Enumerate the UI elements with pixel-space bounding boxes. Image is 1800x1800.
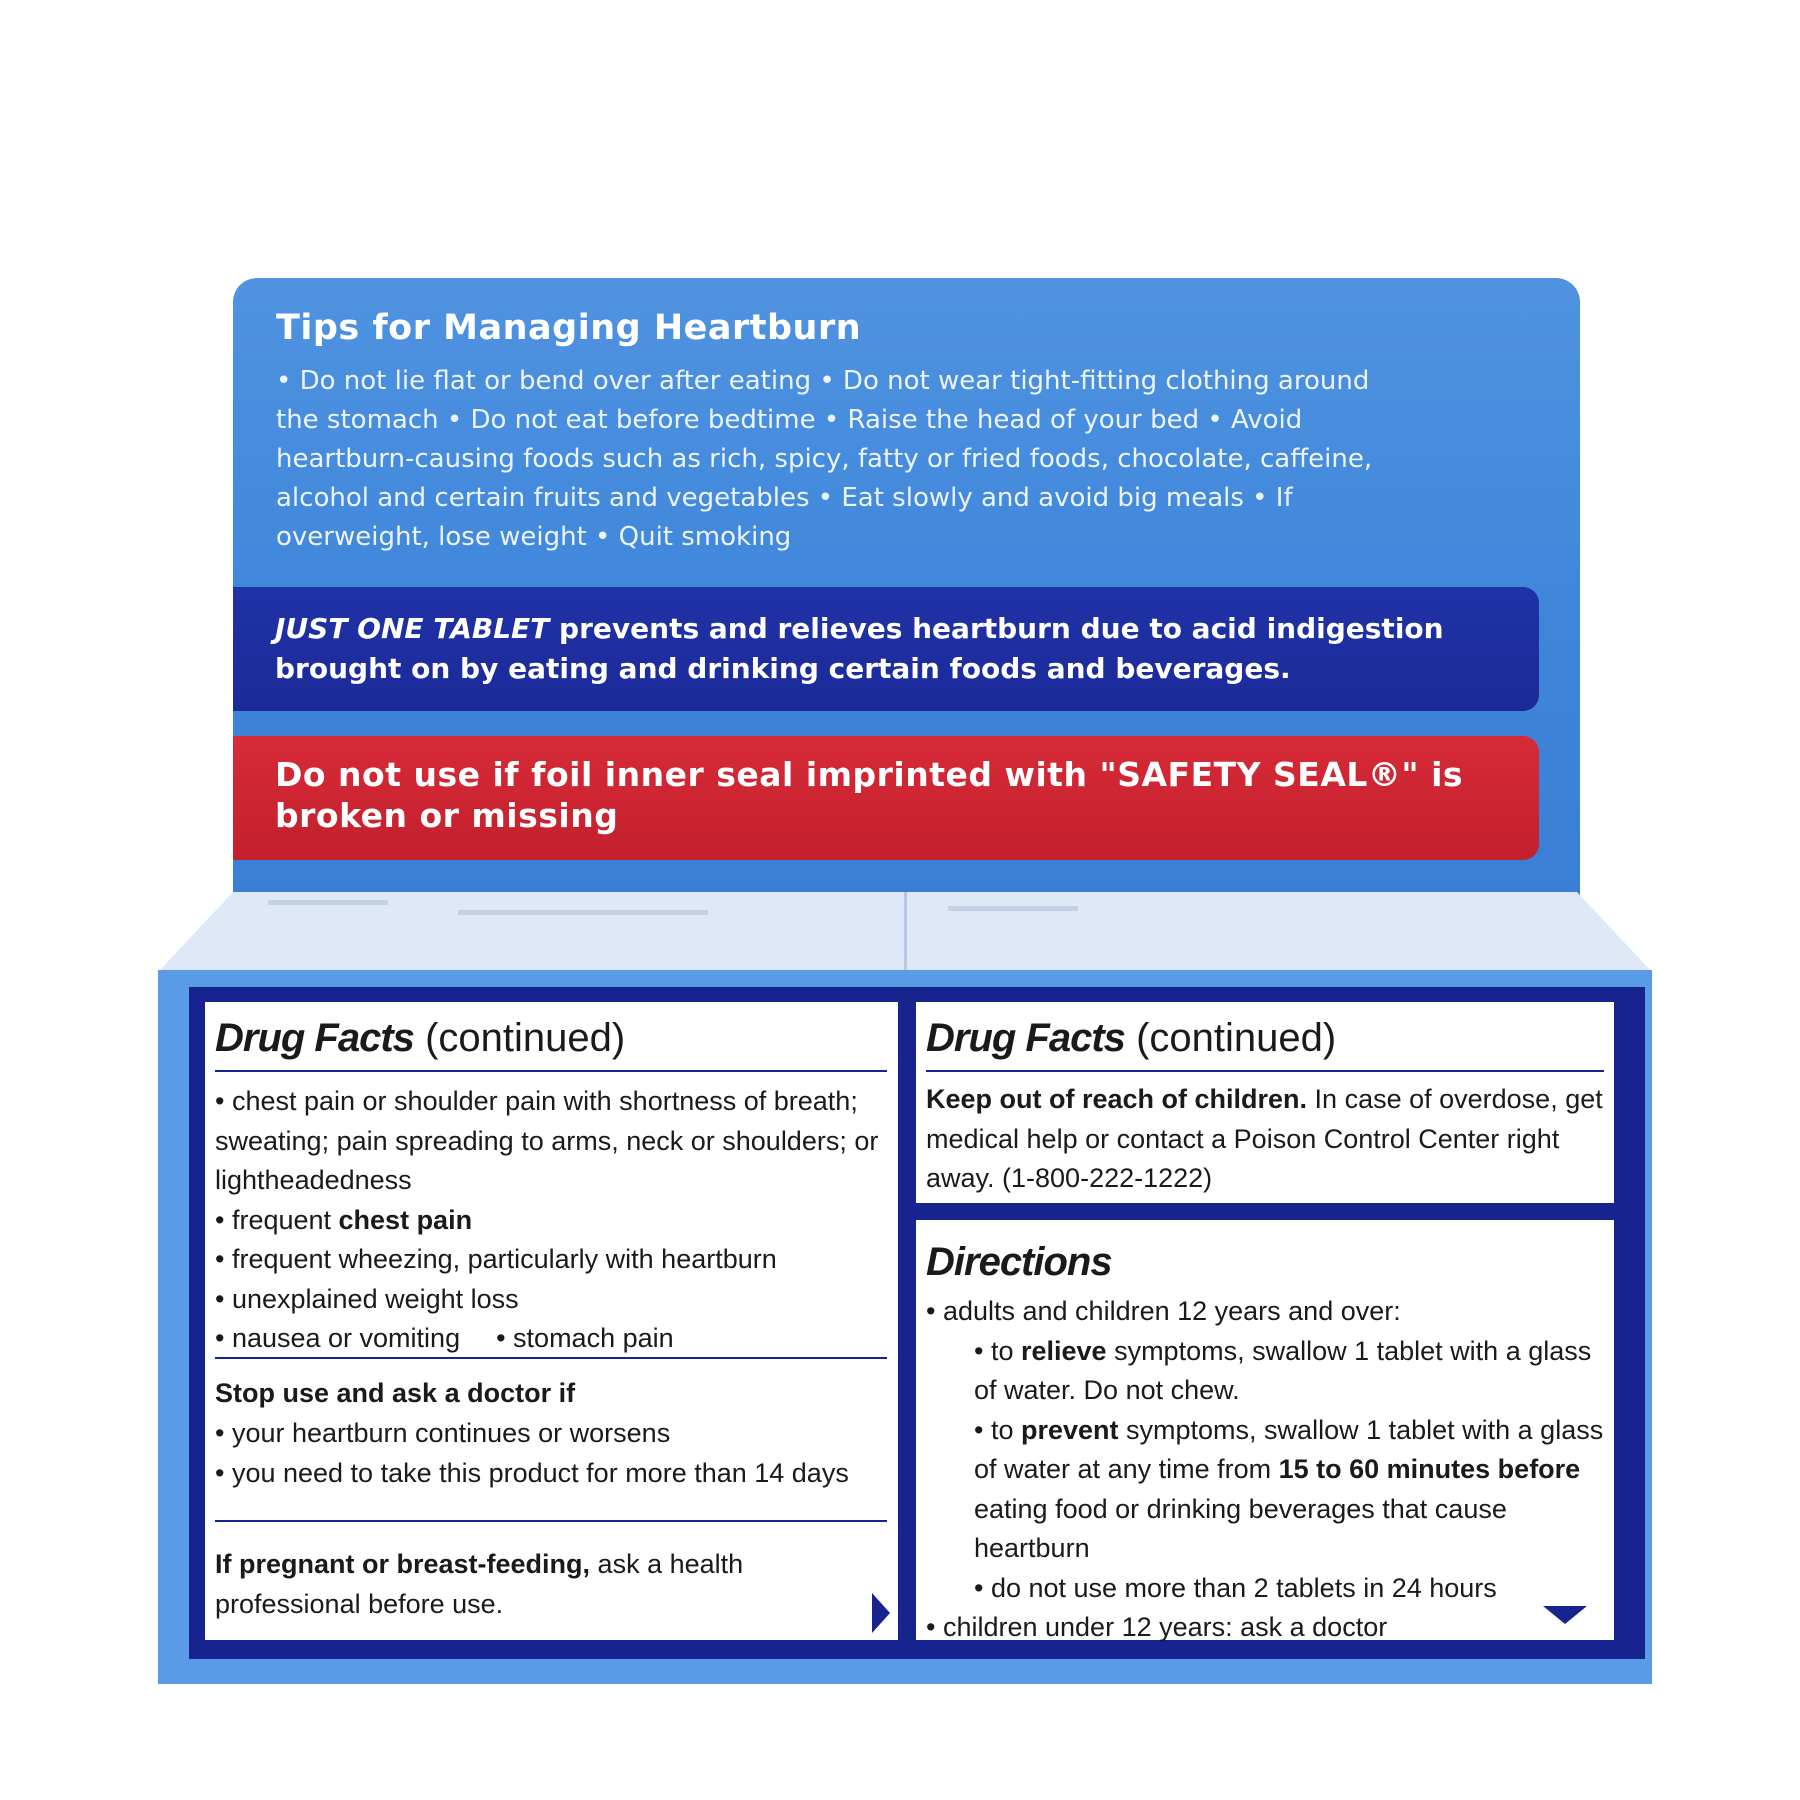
drug-facts-heading <box>926 1014 1336 1062</box>
prevent-prefix: • to <box>974 1414 1021 1445</box>
pregnant-text <box>215 1545 775 1624</box>
drug-facts-heading-bold: Drug Facts <box>215 1016 414 1060</box>
heading-rule <box>215 1070 887 1072</box>
warning-band <box>233 736 1539 860</box>
box-top-ghost-print <box>948 906 1078 911</box>
claim-band <box>233 587 1539 711</box>
relieve-prefix: • to <box>974 1335 1021 1366</box>
box-top-face <box>158 892 1652 972</box>
directions-prevent <box>926 1411 1604 1569</box>
box-top-ghost-print <box>458 910 708 915</box>
pregnant-bold: If pregnant or breast-feeding, <box>215 1549 591 1579</box>
continue-down-arrow-icon <box>1543 1606 1587 1624</box>
tips-text: • Do not lie flat or bend over after eating • Do not wear tight-fitting clothing around the stomach • Do not eat before bedtime • Raise the head of your bed • Avoid heartburn-causing foods such as rich, spicy, fatty or fried foods, chocolate, caffeine, alcohol and certain fruits and vegetables • Eat slowly and avoid big meals • If overweight, lose weight • Quit smoking <box>276 366 1373 552</box>
directions-children: • children under 12 years: ask a doctor <box>926 1612 1388 1642</box>
box-top-seam <box>904 892 907 972</box>
relieve-bold: relieve <box>1020 1335 1107 1366</box>
prevent-bold: prevent <box>1020 1414 1119 1445</box>
bullet-nausea: • nausea or vomiting <box>215 1323 461 1353</box>
drug-facts-right-top-panel <box>916 1002 1614 1203</box>
directions-text <box>926 1292 1604 1648</box>
bullet-frequent-chest-pain <box>215 1205 472 1235</box>
directions-heading: Directions <box>926 1240 1112 1284</box>
keep-out-of-reach-text <box>926 1080 1604 1199</box>
stop-use-heading: Stop use and ask a doctor if <box>215 1378 576 1408</box>
heading-rule <box>926 1070 1604 1072</box>
section-rule <box>215 1520 887 1522</box>
bullet-chest-pain-bold: chest pain <box>338 1204 473 1235</box>
directions-adults: • adults and children 12 years and over: <box>926 1296 1401 1326</box>
keep-out-rest: In case of overdose, get medical help or contact a Poison Control Center right away. (1-800-222-1222) <box>926 1084 1603 1193</box>
directions-relieve <box>926 1332 1604 1411</box>
bullet-weight-loss: • unexplained weight loss <box>215 1283 519 1314</box>
stop-bullet-14-days: • you need to take this product for more than 14 days <box>215 1457 849 1488</box>
box-top-ghost-print <box>268 900 388 905</box>
directions-limit: • do not use more than 2 tablets in 24 hours <box>974 1572 1497 1603</box>
stop-bullet-worsens: • your heartburn continues or worsens <box>215 1418 671 1448</box>
drug-facts-left-panel <box>205 1002 898 1640</box>
bullet-frequent-prefix: • frequent <box>215 1204 339 1235</box>
claim-body: prevents and relieves heartburn due to acid indigestion brought on by eating and drinking certain foods and beverages. <box>275 612 1444 685</box>
drug-facts-heading-bold: Drug Facts <box>926 1016 1125 1060</box>
prevent-rest: eating food or drinking beverages that cause heartburn <box>974 1493 1507 1563</box>
pregnant-rest: ask a health professional before use. <box>215 1549 744 1619</box>
claim-lead: JUST ONE TABLET <box>275 612 550 645</box>
drug-facts-heading-rest: (continued) <box>425 1016 626 1060</box>
tips-title: Tips for Managing Heartburn <box>276 308 862 348</box>
bullet-chest-pain-breath: • chest pain or shoulder pain with shortness of breath; sweating; pain spreading to arms, neck or shoulders; or lightheadedness <box>215 1086 879 1195</box>
drug-facts-heading <box>215 1014 625 1062</box>
section-rule <box>215 1357 887 1359</box>
prevent-mid: symptoms, swallow 1 tablet with a glass of water at any time from <box>974 1414 1604 1484</box>
claim-text <box>275 609 1525 689</box>
directions-panel <box>916 1220 1614 1640</box>
warning-text: Do not use if foil inner seal imprinted with "SAFETY SEAL®" is broken or missing <box>275 755 1464 835</box>
bullet-wheezing: • frequent wheezing, particularly with heartburn <box>215 1244 777 1274</box>
continue-right-arrow-icon <box>872 1593 890 1633</box>
stop-use-bullets <box>215 1414 887 1493</box>
drug-facts-heading-rest: (continued) <box>1136 1016 1337 1060</box>
relieve-rest: symptoms, swallow 1 tablet with a glass of water. Do not chew. <box>974 1335 1592 1405</box>
prevent-timing-bold: 15 to 60 minutes before <box>1278 1454 1581 1484</box>
keep-out-bold: Keep out of reach of children. <box>926 1084 1308 1114</box>
warning-bullets <box>215 1082 887 1359</box>
bullet-stomach-pain: • stomach pain <box>496 1323 674 1353</box>
